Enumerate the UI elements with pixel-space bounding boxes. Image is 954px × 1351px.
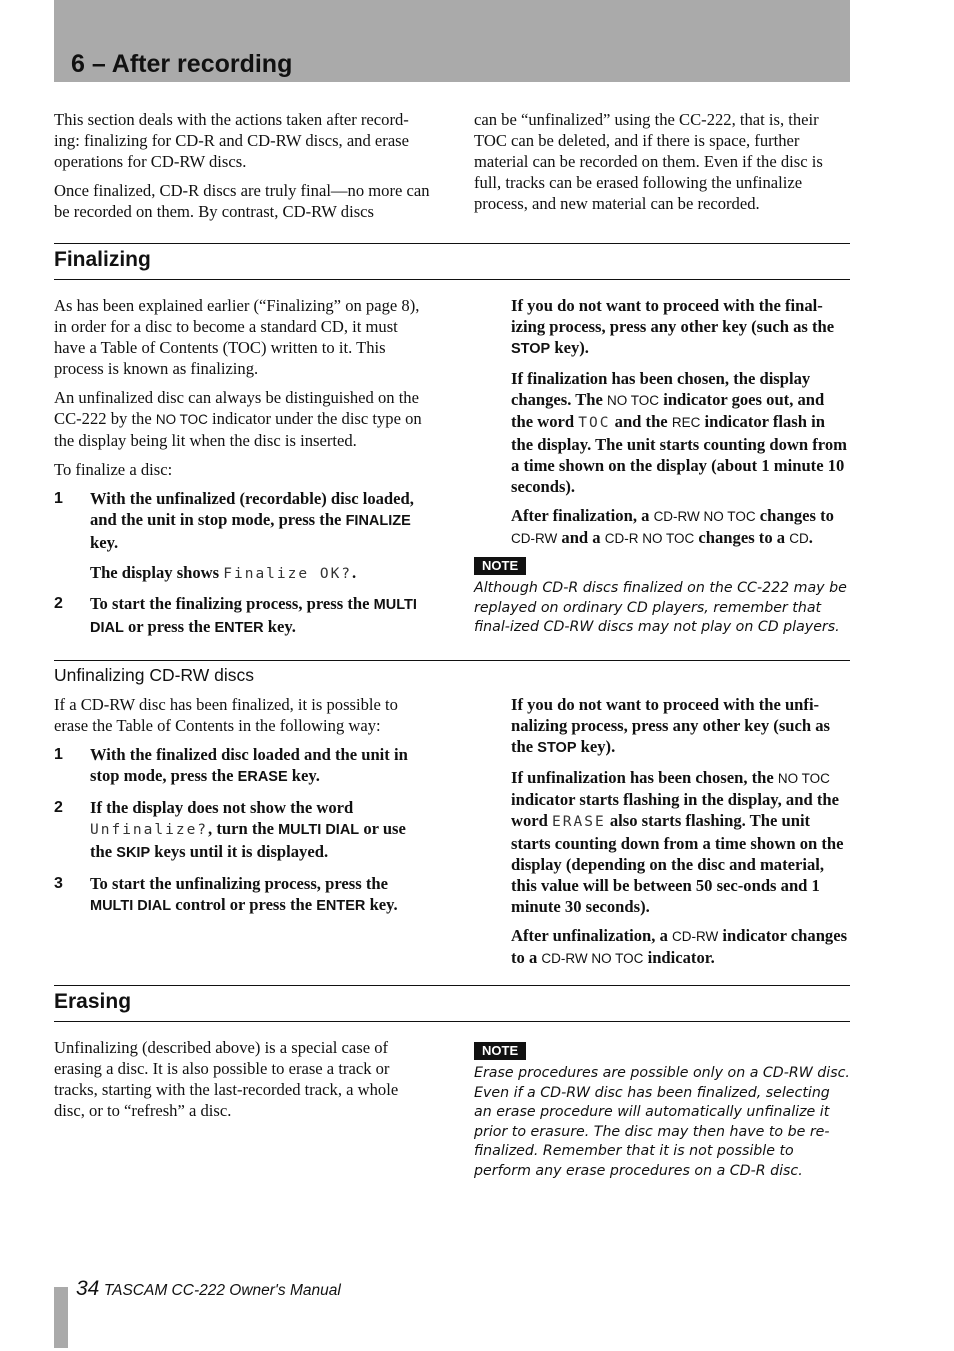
step-number: 2 [54, 799, 63, 816]
subsection-rule [54, 660, 850, 661]
section-rule-bottom [54, 279, 850, 280]
page-footer [76, 1277, 341, 1301]
finalizing-right-column [474, 295, 850, 638]
section-title-finalizing: Finalizing [54, 248, 151, 271]
unfinalizing-right-column [511, 694, 850, 977]
unfinalizing-paragraph-1: If a CD-RW disc has been finalized, it is possible to erase the Table of Contents in the following way: [54, 695, 398, 735]
finalizing-paragraph-3: To finalize a disc: [54, 460, 173, 479]
skip-key-label: SKIP [116, 845, 151, 861]
finalizing-note [474, 557, 850, 638]
finalizing-step-2: 2 To start the finalizing process, press the MULTI DIAL or press the ENTER key. [54, 594, 417, 636]
unfinalizing-left-column [54, 694, 432, 926]
finalizing-after-paragraph: After finalization, a CD-RW NO TOC changes to CD-RW and a CD-R NO TOC changes to a CD. [511, 506, 834, 547]
display-shows-line: The display shows Finalize OK?. [90, 563, 357, 582]
intro-paragraph-3: can be “unfinalized” using the CC-222, that is, their TOC can be deleted, and if there is space, further material can be recorded on them. Even if the disc is full, tracks can be erased following the unfinalize process, and new material can be recorded. [474, 110, 823, 213]
no-toc-indicator: NO TOC [607, 393, 660, 408]
section-rule-top [54, 985, 850, 986]
lcd-text-toc: TOC [578, 415, 611, 431]
erase-key-label: ERASE [237, 769, 288, 785]
finalizing-paragraph-1: As has been explained earlier (“Finalizing” on page 8), in order for a disc to become a standard CD, it must have a Table of Contents (TOC) written to it. This process is known as finalizing. [54, 296, 420, 378]
intro-paragraph-1: This section deals with the actions taken after record-ing: finalizing for CD-R and CD-RW discs, and erase operations for CD-RW discs. [54, 110, 410, 171]
section-title-erasing: Erasing [54, 990, 132, 1013]
footer-bar [54, 1287, 68, 1348]
section-rule-bottom [54, 1021, 850, 1022]
rec-indicator: REC [671, 415, 701, 430]
unfinalizing-display-paragraph: If unfinalization has been chosen, the NO TOC indicator starts flashing in the display, and the word ERASE also starts flashing. The unit starts counting down from a time shown on the display (depending on the disc and material, this value will be between 50 sec-onds and 1 minute 30 seconds). [511, 768, 844, 916]
erasing-note [474, 1042, 850, 1182]
finalize-key-label: FINALIZE [345, 513, 411, 529]
no-toc-indicator: NO TOC [155, 412, 208, 427]
unfinalizing-step-3: 3 To start the unfinalizing process, press the MULTI DIAL control or press the ENTER key. [54, 874, 398, 914]
intro-paragraph-2: Once finalized, CD-R discs are truly final—no more can be recorded on them. By contrast, CD-RW discs [54, 181, 430, 221]
unfinalizing-step-1: 1 With the finalized disc loaded and the unit in stop mode, press the ERASE key. [54, 745, 408, 785]
step-number: 1 [54, 490, 63, 507]
note-text: Although CD-R discs finalized on the CC-222 may be replayed on ordinary CD players, remember that final-ized CD-RW discs may not play on CD players. [474, 580, 847, 636]
section-rule-top [54, 243, 850, 244]
finalizing-step-1: 1 With the unfinalized (recordable) disc loaded, and the unit in stop mode, press the FINALIZE key. [54, 489, 414, 552]
note-badge: NOTE [474, 557, 526, 575]
lcd-text-erase: ERASE [552, 814, 606, 830]
step-number: 1 [54, 746, 63, 763]
lcd-text-unfinalize: Unfinalize? [90, 822, 209, 838]
unfinalizing-cancel-paragraph: If you do not want to proceed with the unfi-nalizing process, press any other key (such as the STOP key). [511, 695, 830, 756]
erasing-paragraph-1: Unfinalizing (described above) is a special case of erasing a disc. It is also possible to erase a track or tracks, starting with the last-recorded track, a whole disc, or to “refresh” a disc. [54, 1038, 399, 1120]
stop-key-label: STOP [537, 740, 577, 756]
finalizing-paragraph-2: An unfinalized disc can always be distinguished on the CC-222 by the NO TOC indicator under the disc type on the display being lit when the disc is inserted. [54, 388, 422, 450]
intro-right-column [474, 109, 850, 222]
finalizing-cancel-paragraph: If you do not want to proceed with the final-izing process, press any other key (such as the STOP key). [511, 296, 835, 357]
step-number: 3 [54, 875, 63, 892]
note-text: Erase procedures are possible only on a CD-RW disc. Even if a CD-RW disc has been finalized, selecting an erase procedure will automatically unfinalize it prior to erasure. The disc may then have to be re-finalized. Remember that it is not possible to perform any erase procedures on a CD-R disc. [474, 1065, 850, 1179]
chapter-title: 6 – After recording [71, 50, 293, 78]
intro-left-column [54, 109, 432, 230]
enter-key-label: ENTER [214, 620, 264, 636]
no-toc-indicator: NO TOC [777, 771, 830, 786]
stop-key-label: STOP [511, 341, 551, 357]
multi-dial-key-label: MULTI DIAL [90, 898, 172, 914]
unfinalizing-after-paragraph: After unfinalization, a CD-RW indicator changes to a CD-RW NO TOC indicator. [511, 926, 848, 967]
finalizing-left-column [54, 295, 432, 648]
erasing-left-column [54, 1037, 432, 1129]
step-number: 2 [54, 595, 63, 612]
unfinalizing-step-2: 2 If the display does not show the word Unfinalize?, turn the MULTI DIAL or use the SKIP keys until it is displayed. [54, 798, 406, 861]
subsection-title-unfinalizing: Unfinalizing CD-RW discs [54, 665, 255, 685]
multi-dial-key-label: MULTI DIAL [278, 822, 360, 838]
lcd-text-finalize-ok: Finalize OK? [223, 566, 353, 582]
finalizing-display-paragraph: If finalization has been chosen, the display changes. The NO TOC indicator goes out, and the word TOC and the REC indicator flash in the display. The unit starts counting down from a time shown on the display (about 1 minute 10 seconds). [511, 369, 847, 496]
page-number: 34 [76, 1277, 100, 1300]
manual-title: TASCAM CC-222 Owner's Manual [103, 1282, 341, 1299]
note-badge: NOTE [474, 1042, 526, 1060]
multi-dial-key-label: MULTI DIAL [90, 597, 417, 636]
enter-key-label: ENTER [316, 898, 366, 914]
